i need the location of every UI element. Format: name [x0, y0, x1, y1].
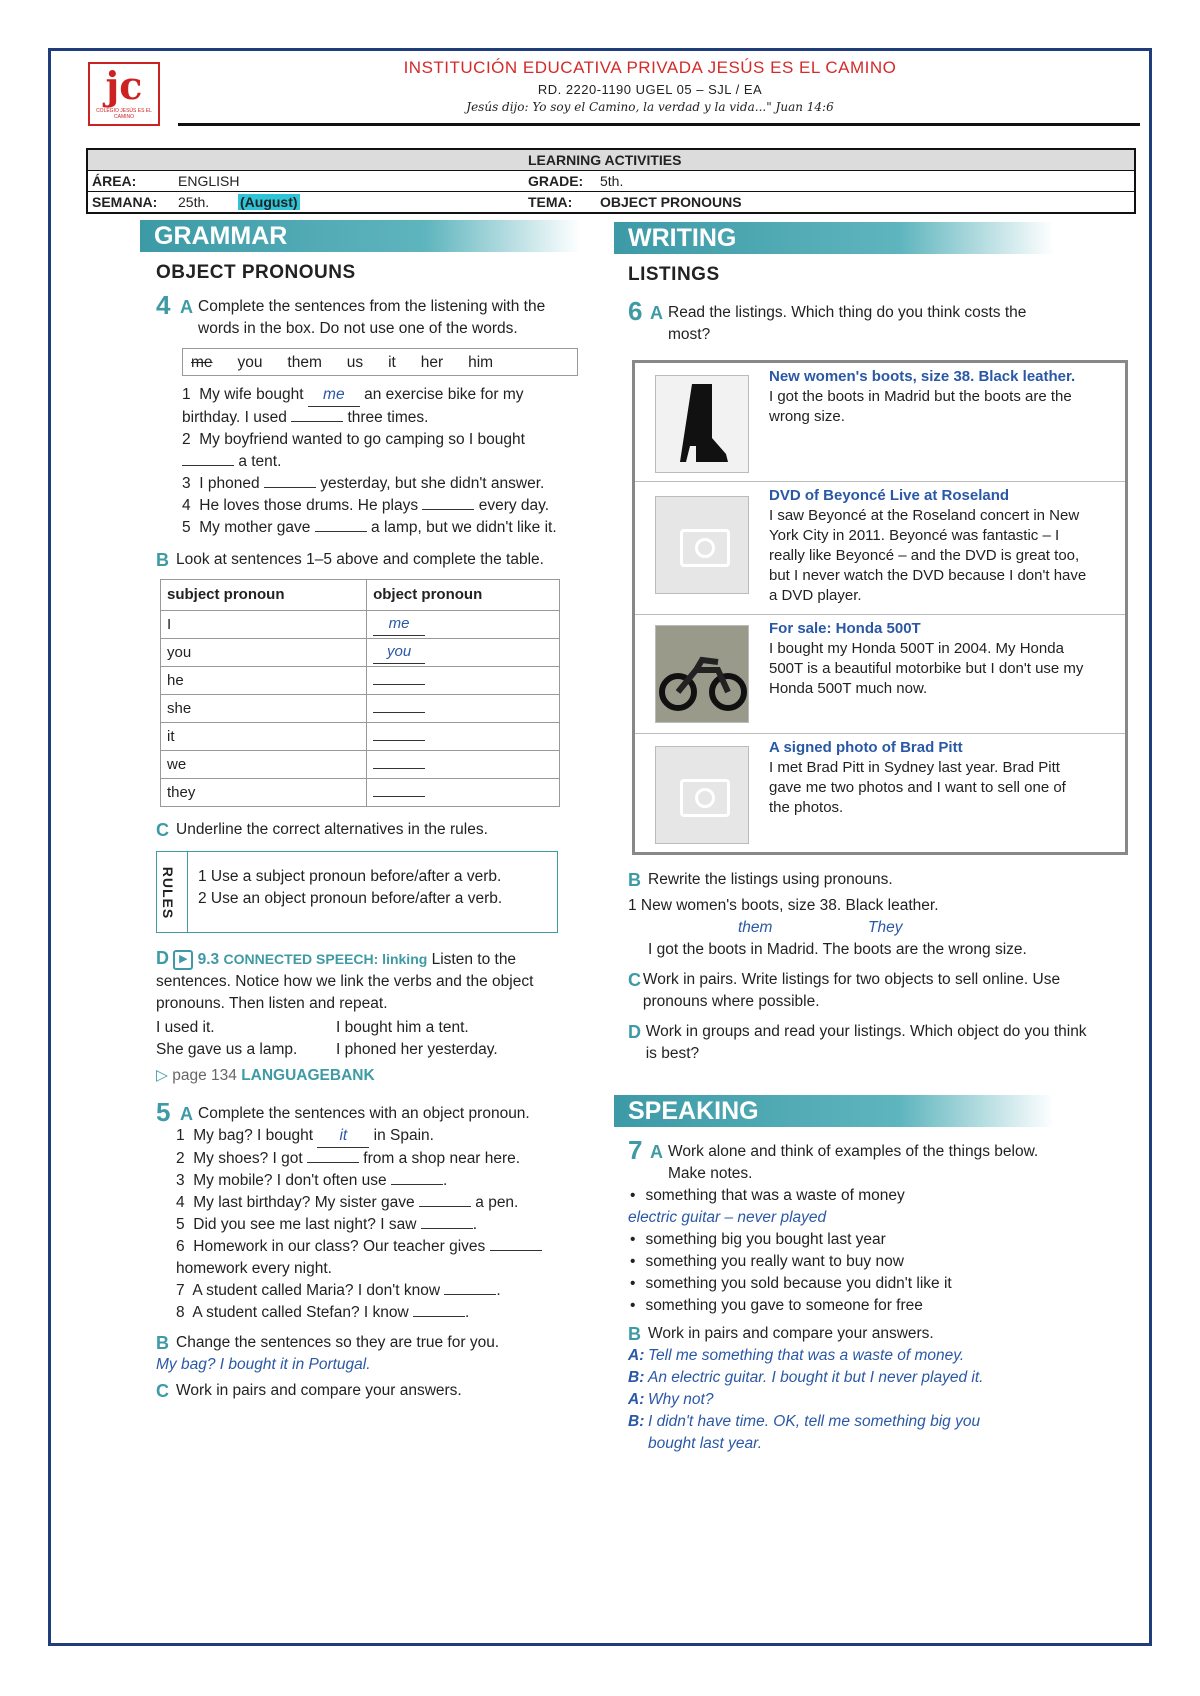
ex5-item: 5 Did you see me last night? I saw .: [176, 1216, 478, 1233]
ex7-instructions: Work alone and think of examples of the things below. Make notes.: [668, 1143, 1039, 1182]
ex5c: C Work in pairs and compare your answers.: [156, 1381, 462, 1401]
listing-item: [635, 363, 1125, 482]
tema-label: TEMA:: [528, 194, 573, 210]
ex5-number: 5: [156, 1097, 171, 1127]
ex6: 6 A Read the listings. Which thing do you think costs the most?: [614, 300, 1124, 346]
rule-2[interactable]: 2 Use an object pronoun before/after a verb.: [198, 890, 503, 907]
answer-blank[interactable]: it: [317, 1125, 369, 1148]
camera-placeholder-icon: [655, 496, 749, 594]
writing-column: [614, 222, 1124, 1455]
answer-blank[interactable]: [391, 1184, 443, 1185]
ex5-item: 3 My mobile? I don't often use .: [176, 1172, 448, 1189]
ex4: [140, 290, 580, 1087]
ex5-item: 6 Homework in our class? Our teacher gives homework every night.: [176, 1236, 576, 1280]
ex7-example: electric guitar – never played: [628, 1209, 827, 1226]
ex4-item: 2 My boyfriend wanted to go camping so I bought a tent.: [182, 431, 525, 470]
rules-label: RULES: [160, 866, 177, 920]
rule-1[interactable]: 1 Use a subject pronoun before/after a verb.: [198, 868, 502, 885]
school-quote: Jesús dijo: Yo soy el Camino, la verdad y la vida..." Juan 14:6: [466, 100, 834, 114]
ex5c-instructions: Work in pairs and compare your answers.: [176, 1382, 462, 1399]
listing-title: DVD of Beyoncé Live at Roseland: [769, 487, 1010, 504]
list-item: • something you gave to someone for free: [648, 1295, 1088, 1317]
area-value: ENGLISH: [178, 173, 240, 189]
grade-label: GRADE:: [528, 173, 584, 189]
ex4-item: 5 My mother gave a lamp, but we didn't like it.: [182, 519, 557, 536]
listing-item: [635, 615, 1125, 734]
ex4c: C Underline the correct alternatives in the rules.: [156, 820, 488, 840]
listing-body: I met Brad Pitt in Sydney last year. Brad Pitt gave me two photos and I want to sell one of the photos.: [769, 759, 1066, 816]
correction-they: They: [868, 919, 903, 936]
ex4-number: 4: [156, 290, 171, 320]
dialog-line: A: Why not?: [628, 1391, 714, 1408]
ex6d-instructions: Work in groups and read your listings. Which object do you think is best?: [645, 1023, 1087, 1062]
motorbike-photo: [655, 625, 749, 723]
list-item: • something you really want to buy now: [648, 1251, 1088, 1273]
grammar-banner: GRAMMAR: [140, 220, 580, 252]
writing-banner: WRITING: [614, 222, 1054, 254]
answer-blank[interactable]: [422, 509, 474, 510]
school-rd: RD. 2220-1190 UGEL 05 – SJL / EA: [537, 82, 763, 97]
correction-them: them: [738, 919, 773, 936]
ex6c-instructions: Work in pairs. Write listings for two objects to sell online. Use pronouns where possible.: [642, 971, 1061, 1010]
ex4-item: 1 My wife bought me an exercise bike for my birthday. I used three times.: [182, 386, 524, 426]
dialog-line: A: Tell me something that was a waste of money.: [628, 1347, 965, 1364]
answer-blank[interactable]: [373, 712, 425, 713]
header-divider: [178, 123, 1140, 126]
list-item: • something big you bought last year: [648, 1229, 1088, 1251]
listing-title: For sale: Honda 500T: [769, 620, 921, 637]
ex4-item: 3 I phoned yesterday, but she didn't answer.: [182, 475, 545, 492]
listing-title: New women's boots, size 38. Black leather.: [769, 368, 1076, 385]
ex4d-instructions: Listen to the sentences. Notice how we link the verbs and the object pronouns. Then listen and repeat.: [156, 951, 534, 1012]
ex4-item: 4 He loves those drums. He plays every day.: [182, 497, 550, 514]
answer-blank[interactable]: [182, 465, 234, 466]
ex5-item: 8 A student called Stefan? I know .: [176, 1304, 470, 1321]
ex4d: D ▶ 9.3 CONNECTED SPEECH: linking Listen to the sentences. Notice how we link the verbs and the object pronouns. Then listen and repeat. I used it. I bought him a tent. She gave us a lamp. I phoned her yesterday. ▷ page 134 LANGUAGEBANK: [156, 948, 534, 1084]
info-row-semana: [88, 192, 1134, 212]
answer-blank[interactable]: you: [373, 641, 425, 664]
track-number: 9.3: [197, 951, 220, 968]
ex5-item: 7 A student called Maria? I don't know .: [176, 1282, 501, 1299]
ex5b-example: My bag? I bought it in Portugal.: [156, 1356, 371, 1373]
word-box-item: you: [237, 354, 263, 371]
info-heading-row: [88, 150, 1134, 171]
answer-blank[interactable]: me: [308, 384, 360, 407]
ex5-item: 4 My last birthday? My sister gave a pen.: [176, 1194, 519, 1211]
writing-title: LISTINGS: [628, 264, 720, 285]
ex5-items: [176, 1125, 576, 1324]
ex5b-instructions: Change the sentences so they are true for you.: [176, 1334, 500, 1351]
grade-value: 5th.: [600, 173, 624, 189]
ex7-list: • something that was a waste of money electric guitar – never played • something big you bought last year • something you really want to buy now • something you sold because you didn't like it • something you gave to someone for free B Work in pairs and compare your answers. A: Tell me something that was a waste of money. B: An electric guitar. I bought it but I never played it. A: Why not? B: I didn't have time. OK, tell me something big you bought last year.: [614, 1185, 1088, 1455]
semana-label: SEMANA:: [92, 194, 158, 210]
month-value: (August): [240, 194, 298, 210]
dialog-line: B: I didn't have time. OK, tell me something big you bought last year.: [628, 1413, 981, 1452]
boots-photo: [655, 375, 749, 473]
ex4b-instructions: Look at sentences 1–5 above and complete the table.: [176, 551, 544, 568]
ex6b-instructions: Rewrite the listings using pronouns.: [648, 871, 893, 888]
ex5-item: 2 My shoes? I got from a shop near here.: [176, 1150, 521, 1167]
school-title: INSTITUCIÓN EDUCATIVA PRIVADA JESÚS ES EL CAMINO: [403, 58, 897, 77]
info-heading: LEARNING ACTIVITIES: [528, 152, 682, 168]
ex7-number: 7: [628, 1135, 643, 1165]
word-box-item: her: [420, 354, 444, 371]
audio-icon[interactable]: ▶: [173, 950, 193, 970]
rules-box: [156, 851, 558, 933]
table-header: object pronoun: [367, 580, 560, 611]
listing-item: [635, 482, 1125, 615]
list-item: • something you sold because you didn't like it: [648, 1273, 1088, 1295]
answer-blank[interactable]: [421, 1228, 473, 1229]
school-logo: [88, 62, 160, 126]
word-box-item: me: [191, 354, 213, 371]
answer-blank[interactable]: [373, 684, 425, 685]
ex4-items: [182, 384, 578, 539]
word-box-item: him: [468, 354, 494, 371]
dialog-line: B: An electric guitar. I bought it but I never played it.: [628, 1369, 984, 1386]
listing-item: [635, 734, 1125, 852]
language-bank-link[interactable]: LANGUAGEBANK: [241, 1067, 375, 1084]
ex6-number: 6: [628, 296, 643, 326]
answer-blank[interactable]: [315, 531, 367, 532]
listings-box: [632, 360, 1128, 855]
pronoun-table: subject pronoun object pronoun I me you you he she it we they: [160, 579, 560, 807]
info-table: [86, 148, 1136, 214]
ex6-instructions: Read the listings. Which thing do you think costs the most?: [668, 304, 1027, 343]
answer-blank[interactable]: [373, 796, 425, 797]
answer-blank[interactable]: me: [373, 613, 425, 636]
language-bank-page[interactable]: page 134: [172, 1067, 237, 1084]
logo-mark: jc: [105, 63, 143, 108]
semana-value: 25th.: [178, 194, 210, 210]
camera-placeholder-icon: [655, 746, 749, 844]
answer-blank[interactable]: [264, 487, 316, 488]
info-row-area: [88, 171, 1134, 192]
ex5: 5 A Complete the sentences with an object pronoun. 1 My bag? I bought it in Spain. 2 My shoes? I got from a shop near here. 3 My mobile? I don't often use . 4 My last birthday? My sister gave a pen. 5 Did you see me last night? I saw . 6 Homework in our class? Our teacher gives homework every night. 7 A student called Maria? I don't know . 8 A student called Stefan? I know . B Change the sentences so they are true for you. My bag? I bought it in Portugal. C Work in pairs and compare your answers.: [140, 1101, 580, 1402]
word-box-item: us: [346, 354, 364, 371]
ex5-instructions: Complete the sentences with an object pronoun.: [198, 1105, 530, 1122]
ex7b-instructions: Work in pairs and compare your answers.: [648, 1325, 934, 1342]
play-icon: ▷: [156, 1067, 168, 1084]
word-box: [182, 348, 578, 376]
answer-blank[interactable]: [373, 768, 425, 769]
grammar-title: OBJECT PRONOUNS: [156, 262, 356, 283]
logo-caption: COLEGIO JESÚS ES EL CAMINO: [96, 108, 152, 120]
word-box-item: it: [388, 354, 396, 371]
word-box-item: them: [287, 354, 322, 371]
listing-body: I saw Beyoncé at the Roseland concert in New York City in 2011. Beyoncé was fantastic – I really like Beyoncé – and the DVD is great too, but I never watch the DVD because I don't have a DVD player.: [769, 507, 1087, 604]
answer-blank[interactable]: [373, 740, 425, 741]
answer-blank[interactable]: [307, 1162, 359, 1163]
list-item: • something that was a waste of money: [648, 1185, 1088, 1207]
ex4b: B Look at sentences 1–5 above and complete the table.: [156, 549, 580, 571]
listing-body: I got the boots in Madrid but the boots are the wrong size.: [769, 388, 1072, 425]
answer-blank[interactable]: [444, 1294, 496, 1295]
ex4-instructions: Complete the sentences from the listening with the words in the box. Do not use one of the words.: [198, 298, 546, 337]
answer-blank[interactable]: [291, 421, 343, 422]
answer-blank[interactable]: [490, 1250, 542, 1251]
listing-body: I bought my Honda 500T in 2004. My Honda 500T is a beautiful motorbike but I don't use my Honda 500T much now.: [769, 640, 1084, 697]
answer-blank[interactable]: [419, 1206, 471, 1207]
speaking-banner: SPEAKING: [614, 1095, 1054, 1127]
answer-blank[interactable]: [413, 1316, 465, 1317]
ex4c-instructions: Underline the correct alternatives in the rules.: [176, 821, 488, 838]
listing-title: A signed photo of Brad Pitt: [769, 739, 963, 756]
ex5b: B Change the sentences so they are true for you.: [156, 1333, 500, 1353]
ex6b-sentence: I got the boots in Madrid. The boots are the wrong size.: [648, 941, 1027, 958]
ex6b-item: 1 New women's boots, size 38. Black leather.: [628, 897, 939, 914]
ex7: 7 A Work alone and think of examples of the things below. Make notes.: [614, 1139, 1124, 1185]
ex4-a-letter: A: [180, 297, 193, 317]
ex5-item: 1 My bag? I bought it in Spain.: [176, 1125, 576, 1148]
table-header: subject pronoun: [161, 580, 367, 611]
grammar-column: [140, 220, 580, 1402]
ex6b: B Rewrite the listings using pronouns. 1 New women's boots, size 38. Black leather. them They I got the boots in Madrid. The boots are the wrong size. C Work in pairs. Write listings for two objects to sell online. Use pronouns where possible. D Work in groups and read your listings. Which object do you think is best?: [614, 869, 1088, 1065]
tema-value: OBJECT PRONOUNS: [600, 194, 742, 210]
area-label: ÁREA:: [92, 173, 137, 189]
connected-speech-title: CONNECTED SPEECH: linking: [223, 951, 428, 967]
